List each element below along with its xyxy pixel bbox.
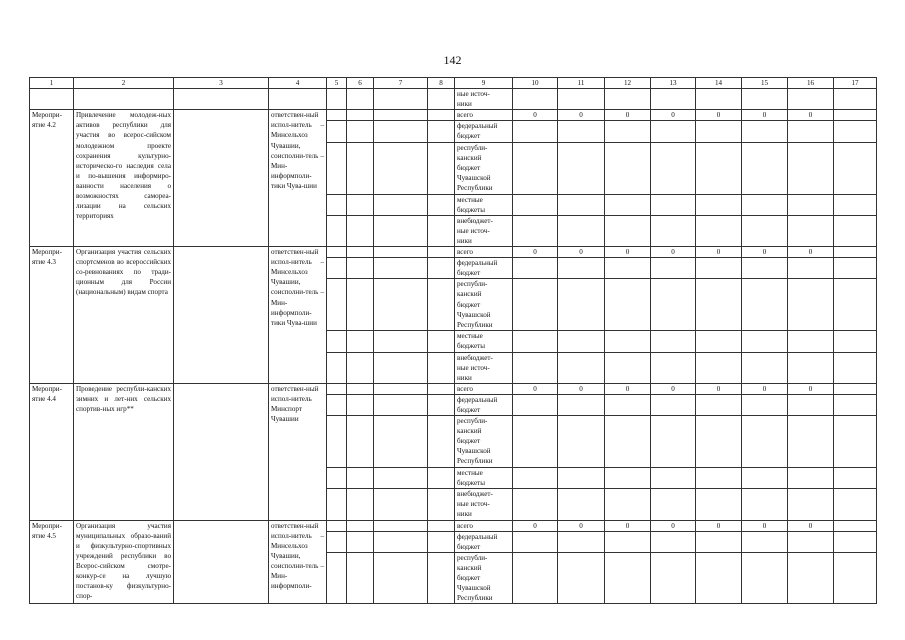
amount-cell bbox=[558, 468, 605, 489]
empty-cell bbox=[834, 194, 877, 215]
empty-cell bbox=[428, 531, 455, 552]
column-number: 8 bbox=[428, 78, 455, 89]
empty-cell bbox=[327, 416, 347, 468]
amount-cell: 0 bbox=[558, 520, 605, 531]
empty-cell bbox=[174, 247, 269, 384]
empty-cell bbox=[428, 394, 455, 415]
amount-cell bbox=[651, 331, 696, 352]
activity-code: Меропри- ятие 4.4 bbox=[30, 383, 74, 520]
amount-cell bbox=[788, 121, 834, 142]
amount-cell bbox=[558, 394, 605, 415]
empty-cell bbox=[428, 468, 455, 489]
funding-source: республи- канский бюджет Чувашской Республики bbox=[455, 416, 513, 468]
amount-cell bbox=[558, 552, 605, 603]
empty-cell bbox=[347, 142, 374, 194]
empty-cell bbox=[327, 215, 347, 246]
empty-cell bbox=[374, 383, 428, 394]
empty-cell bbox=[374, 416, 428, 468]
amount-cell bbox=[513, 552, 558, 603]
funding-source: внебюджет- ные источ- ники bbox=[455, 352, 513, 383]
empty-cell bbox=[374, 89, 428, 110]
amount-cell bbox=[651, 552, 696, 603]
amount-cell bbox=[513, 121, 558, 142]
activity-title: Проведение республи-канских зимних и лет-них сельских спортив-ных игр** bbox=[74, 383, 174, 520]
column-number: 4 bbox=[269, 78, 327, 89]
column-number: 10 bbox=[513, 78, 558, 89]
amount-cell bbox=[605, 489, 651, 520]
empty-cell bbox=[428, 194, 455, 215]
amount-cell bbox=[605, 352, 651, 383]
amount-cell bbox=[788, 331, 834, 352]
empty-cell bbox=[269, 89, 327, 110]
empty-cell bbox=[347, 552, 374, 603]
amount-cell bbox=[696, 489, 742, 520]
amount-cell bbox=[742, 258, 788, 279]
amount-cell bbox=[696, 279, 742, 331]
empty-cell bbox=[374, 121, 428, 142]
amount-cell bbox=[605, 552, 651, 603]
empty-cell bbox=[374, 142, 428, 194]
amount-cell bbox=[651, 258, 696, 279]
amount-cell: 0 bbox=[651, 520, 696, 531]
amount-cell bbox=[651, 142, 696, 194]
amount-cell bbox=[696, 352, 742, 383]
empty-cell bbox=[347, 394, 374, 415]
amount-cell bbox=[558, 121, 605, 142]
empty-cell bbox=[347, 215, 374, 246]
table-row bbox=[30, 383, 877, 394]
empty-cell bbox=[428, 247, 455, 258]
amount-cell bbox=[513, 215, 558, 246]
empty-cell bbox=[347, 531, 374, 552]
amount-cell bbox=[513, 468, 558, 489]
amount-cell: 0 bbox=[788, 247, 834, 258]
amount-cell bbox=[558, 331, 605, 352]
amount-cell: 0 bbox=[742, 383, 788, 394]
amount-cell bbox=[513, 489, 558, 520]
amount-cell bbox=[513, 394, 558, 415]
empty-cell bbox=[374, 331, 428, 352]
amount-cell bbox=[788, 258, 834, 279]
empty-cell bbox=[327, 110, 347, 121]
funding-source: внебюджет- ные источ- ники bbox=[455, 489, 513, 520]
column-number: 7 bbox=[374, 78, 428, 89]
empty-cell bbox=[327, 142, 347, 194]
amount-cell bbox=[696, 215, 742, 246]
empty-cell bbox=[428, 89, 455, 110]
amount-cell bbox=[696, 416, 742, 468]
amount-cell: 0 bbox=[651, 247, 696, 258]
empty-cell bbox=[428, 416, 455, 468]
empty-cell bbox=[834, 489, 877, 520]
empty-cell bbox=[834, 416, 877, 468]
table-row bbox=[30, 247, 877, 258]
empty-cell bbox=[834, 394, 877, 415]
amount-cell bbox=[696, 194, 742, 215]
empty-cell bbox=[428, 383, 455, 394]
empty-cell bbox=[696, 89, 742, 110]
responsible-executor: ответствен-ный испол-нитель Минспорт Чувашии bbox=[269, 383, 327, 520]
amount-cell bbox=[742, 194, 788, 215]
amount-cell bbox=[605, 394, 651, 415]
amount-cell bbox=[788, 489, 834, 520]
amount-cell: 0 bbox=[788, 520, 834, 531]
empty-cell bbox=[834, 352, 877, 383]
empty-cell bbox=[347, 121, 374, 142]
empty-cell bbox=[327, 394, 347, 415]
amount-cell bbox=[696, 531, 742, 552]
amount-cell: 0 bbox=[696, 520, 742, 531]
program-table bbox=[29, 77, 877, 604]
amount-cell bbox=[605, 416, 651, 468]
amount-cell bbox=[513, 142, 558, 194]
funding-source: местные бюджеты bbox=[455, 194, 513, 215]
amount-cell bbox=[558, 142, 605, 194]
amount-cell bbox=[742, 394, 788, 415]
amount-cell bbox=[558, 416, 605, 468]
amount-cell bbox=[558, 215, 605, 246]
amount-cell: 0 bbox=[605, 247, 651, 258]
empty-cell bbox=[834, 142, 877, 194]
column-number: 16 bbox=[788, 78, 834, 89]
continuation-row bbox=[30, 89, 877, 110]
activity-code: Меропри- ятие 4.3 bbox=[30, 247, 74, 384]
empty-cell bbox=[347, 89, 374, 110]
amount-cell: 0 bbox=[696, 383, 742, 394]
amount-cell bbox=[558, 489, 605, 520]
empty-cell bbox=[327, 383, 347, 394]
amount-cell bbox=[605, 142, 651, 194]
amount-cell bbox=[558, 531, 605, 552]
table-row bbox=[30, 110, 877, 121]
amount-cell: 0 bbox=[605, 383, 651, 394]
responsible-executor: ответствен-ный испол-нитель – Минсельхоз Чувашии, соисполни-тель – Мин-информполи- bbox=[269, 520, 327, 604]
empty-cell bbox=[834, 247, 877, 258]
table-body bbox=[30, 78, 877, 604]
amount-cell bbox=[513, 258, 558, 279]
amount-cell: 0 bbox=[513, 247, 558, 258]
empty-cell bbox=[428, 331, 455, 352]
empty-cell bbox=[374, 352, 428, 383]
empty-cell bbox=[788, 89, 834, 110]
amount-cell bbox=[558, 258, 605, 279]
amount-cell bbox=[742, 352, 788, 383]
funding-source: местные бюджеты bbox=[455, 468, 513, 489]
amount-cell bbox=[605, 121, 651, 142]
column-number: 9 bbox=[455, 78, 513, 89]
amount-cell bbox=[742, 489, 788, 520]
empty-cell bbox=[347, 194, 374, 215]
amount-cell bbox=[605, 194, 651, 215]
amount-cell bbox=[788, 416, 834, 468]
empty-cell bbox=[374, 247, 428, 258]
empty-cell bbox=[374, 194, 428, 215]
funding-source: всего bbox=[455, 247, 513, 258]
responsible-executor: ответствен-ный испол-нитель – Минсельхоз Чувашии, соисполни-тель – Мин-информполи-тики Чува-шии bbox=[269, 110, 327, 247]
amount-cell bbox=[651, 194, 696, 215]
empty-cell bbox=[327, 352, 347, 383]
funding-source: республи- канский бюджет Чувашской Республики bbox=[455, 142, 513, 194]
empty-cell bbox=[347, 279, 374, 331]
empty-cell bbox=[428, 142, 455, 194]
empty-cell bbox=[374, 394, 428, 415]
amount-cell bbox=[742, 215, 788, 246]
amount-cell bbox=[651, 279, 696, 331]
responsible-executor: ответствен-ный испол-нитель – Минсельхоз Чувашии, соисполни-тель – Мин-информполи-тики Чува-шии bbox=[269, 247, 327, 384]
empty-cell bbox=[558, 89, 605, 110]
amount-cell: 0 bbox=[558, 110, 605, 121]
amount-cell bbox=[788, 194, 834, 215]
amount-cell: 0 bbox=[788, 383, 834, 394]
empty-cell bbox=[374, 215, 428, 246]
amount-cell bbox=[513, 531, 558, 552]
column-number: 15 bbox=[742, 78, 788, 89]
column-number: 14 bbox=[696, 78, 742, 89]
amount-cell bbox=[788, 552, 834, 603]
amount-cell bbox=[651, 352, 696, 383]
amount-cell bbox=[742, 121, 788, 142]
column-number: 1 bbox=[30, 78, 74, 89]
empty-cell bbox=[327, 468, 347, 489]
table-row bbox=[30, 520, 877, 531]
empty-cell bbox=[834, 531, 877, 552]
amount-cell bbox=[696, 258, 742, 279]
amount-cell bbox=[788, 352, 834, 383]
activity-title: Организация участия муниципальных образо-ваний и физкультурно-спортивных учреждений республики во Всерос-сийском смотре-конкур-се на лучшую постанов-ку физкультурно-спор- bbox=[74, 520, 174, 604]
column-number: 3 bbox=[174, 78, 269, 89]
empty-cell bbox=[347, 352, 374, 383]
amount-cell: 0 bbox=[742, 247, 788, 258]
empty-cell bbox=[374, 531, 428, 552]
funding-source: федеральный бюджет bbox=[455, 258, 513, 279]
amount-cell bbox=[696, 394, 742, 415]
amount-cell bbox=[742, 552, 788, 603]
column-number: 13 bbox=[651, 78, 696, 89]
column-number: 17 bbox=[834, 78, 877, 89]
empty-cell bbox=[174, 110, 269, 247]
empty-cell bbox=[174, 89, 269, 110]
column-number: 12 bbox=[605, 78, 651, 89]
amount-cell bbox=[513, 416, 558, 468]
empty-cell bbox=[374, 552, 428, 603]
empty-cell bbox=[327, 89, 347, 110]
funding-source: всего bbox=[455, 383, 513, 394]
amount-cell bbox=[651, 468, 696, 489]
amount-cell bbox=[558, 352, 605, 383]
empty-cell bbox=[742, 89, 788, 110]
empty-cell bbox=[374, 258, 428, 279]
activity-title: Привлечение молодеж-ных активов республики для участия во всерос-сийском молодежном проекте сохранения культурно-историческо-го наследия села и по-вышения информиро-ванности населения о возможностях самореа-лизации на сельских территориях bbox=[74, 110, 174, 247]
activity-code: Меропри- ятие 4.2 bbox=[30, 110, 74, 247]
empty-cell bbox=[428, 121, 455, 142]
empty-cell bbox=[347, 416, 374, 468]
empty-cell bbox=[174, 383, 269, 520]
empty-cell bbox=[834, 383, 877, 394]
empty-cell bbox=[347, 110, 374, 121]
empty-cell bbox=[428, 552, 455, 603]
empty-cell bbox=[347, 468, 374, 489]
column-number: 6 bbox=[347, 78, 374, 89]
amount-cell bbox=[742, 142, 788, 194]
empty-cell bbox=[834, 215, 877, 246]
empty-cell bbox=[428, 489, 455, 520]
empty-cell bbox=[605, 89, 651, 110]
amount-cell bbox=[605, 258, 651, 279]
empty-cell bbox=[347, 383, 374, 394]
activity-code: Меропри- ятие 4.5 bbox=[30, 520, 74, 604]
empty-cell bbox=[327, 194, 347, 215]
amount-cell bbox=[788, 394, 834, 415]
column-number: 11 bbox=[558, 78, 605, 89]
amount-cell: 0 bbox=[605, 110, 651, 121]
amount-cell: 0 bbox=[605, 520, 651, 531]
amount-cell: 0 bbox=[558, 383, 605, 394]
empty-cell bbox=[428, 215, 455, 246]
empty-cell bbox=[327, 552, 347, 603]
amount-cell bbox=[788, 279, 834, 331]
funding-source: федеральный бюджет bbox=[455, 531, 513, 552]
amount-cell: 0 bbox=[788, 110, 834, 121]
empty-cell bbox=[74, 89, 174, 110]
amount-cell bbox=[651, 416, 696, 468]
page-number: 142 bbox=[443, 53, 462, 67]
empty-cell bbox=[374, 110, 428, 121]
empty-cell bbox=[347, 247, 374, 258]
amount-cell bbox=[742, 531, 788, 552]
amount-cell bbox=[742, 468, 788, 489]
amount-cell bbox=[513, 279, 558, 331]
funding-source: местные бюджеты bbox=[455, 331, 513, 352]
amount-cell: 0 bbox=[742, 110, 788, 121]
amount-cell bbox=[742, 416, 788, 468]
header-row bbox=[30, 78, 877, 89]
amount-cell bbox=[651, 531, 696, 552]
funding-source: республи- канский бюджет Чувашской Республики bbox=[455, 552, 513, 603]
empty-cell bbox=[327, 121, 347, 142]
empty-cell bbox=[428, 110, 455, 121]
empty-cell bbox=[327, 258, 347, 279]
amount-cell: 0 bbox=[513, 110, 558, 121]
amount-cell bbox=[696, 142, 742, 194]
empty-cell bbox=[174, 520, 269, 604]
empty-cell bbox=[327, 331, 347, 352]
empty-cell bbox=[834, 110, 877, 121]
empty-cell bbox=[347, 258, 374, 279]
amount-cell bbox=[651, 394, 696, 415]
empty-cell bbox=[327, 520, 347, 531]
empty-cell bbox=[347, 520, 374, 531]
empty-cell bbox=[428, 520, 455, 531]
amount-cell bbox=[788, 215, 834, 246]
amount-cell bbox=[788, 531, 834, 552]
empty-cell bbox=[30, 89, 74, 110]
empty-cell bbox=[374, 520, 428, 531]
amount-cell: 0 bbox=[696, 247, 742, 258]
amount-cell bbox=[513, 194, 558, 215]
empty-cell bbox=[834, 258, 877, 279]
amount-cell bbox=[651, 215, 696, 246]
empty-cell bbox=[834, 520, 877, 531]
empty-cell bbox=[651, 89, 696, 110]
amount-cell: 0 bbox=[513, 383, 558, 394]
amount-cell bbox=[696, 121, 742, 142]
column-number: 5 bbox=[327, 78, 347, 89]
amount-cell: 0 bbox=[742, 520, 788, 531]
amount-cell bbox=[513, 352, 558, 383]
funding-source: федеральный бюджет bbox=[455, 394, 513, 415]
amount-cell bbox=[558, 194, 605, 215]
amount-cell bbox=[696, 331, 742, 352]
funding-source: всего bbox=[455, 520, 513, 531]
amount-cell bbox=[696, 552, 742, 603]
empty-cell bbox=[327, 531, 347, 552]
amount-cell bbox=[788, 468, 834, 489]
amount-cell: 0 bbox=[651, 110, 696, 121]
funding-source: всего bbox=[455, 110, 513, 121]
empty-cell bbox=[428, 279, 455, 331]
empty-cell bbox=[327, 279, 347, 331]
funding-source: внебюджет- ные источ- ники bbox=[455, 215, 513, 246]
empty-cell bbox=[374, 489, 428, 520]
amount-cell: 0 bbox=[558, 247, 605, 258]
amount-cell bbox=[513, 331, 558, 352]
empty-cell bbox=[834, 552, 877, 603]
amount-cell bbox=[651, 121, 696, 142]
amount-cell: 0 bbox=[513, 520, 558, 531]
activity-title: Организация участия сельских спортсменов во всероссийских со-ревнованиях по тради-ционным для России (национальным) видам спорта bbox=[74, 247, 174, 384]
amount-cell bbox=[651, 489, 696, 520]
empty-cell bbox=[327, 247, 347, 258]
empty-cell bbox=[347, 331, 374, 352]
empty-cell bbox=[834, 89, 877, 110]
source-cell: ные источ- ники bbox=[455, 89, 513, 110]
amount-cell bbox=[605, 468, 651, 489]
empty-cell bbox=[513, 89, 558, 110]
funding-source: федеральный бюджет bbox=[455, 121, 513, 142]
amount-cell bbox=[788, 142, 834, 194]
amount-cell bbox=[558, 279, 605, 331]
empty-cell bbox=[374, 279, 428, 331]
empty-cell bbox=[428, 258, 455, 279]
amount-cell bbox=[696, 468, 742, 489]
empty-cell bbox=[834, 121, 877, 142]
amount-cell bbox=[605, 215, 651, 246]
amount-cell: 0 bbox=[651, 383, 696, 394]
column-number: 2 bbox=[74, 78, 174, 89]
empty-cell bbox=[834, 331, 877, 352]
funding-source: республи- канский бюджет Чувашской Республики bbox=[455, 279, 513, 331]
empty-cell bbox=[834, 279, 877, 331]
amount-cell bbox=[742, 279, 788, 331]
empty-cell bbox=[834, 468, 877, 489]
amount-cell bbox=[742, 331, 788, 352]
amount-cell: 0 bbox=[696, 110, 742, 121]
amount-cell bbox=[605, 531, 651, 552]
amount-cell bbox=[605, 331, 651, 352]
empty-cell bbox=[327, 489, 347, 520]
empty-cell bbox=[374, 468, 428, 489]
empty-cell bbox=[428, 352, 455, 383]
amount-cell bbox=[605, 279, 651, 331]
empty-cell bbox=[347, 489, 374, 520]
